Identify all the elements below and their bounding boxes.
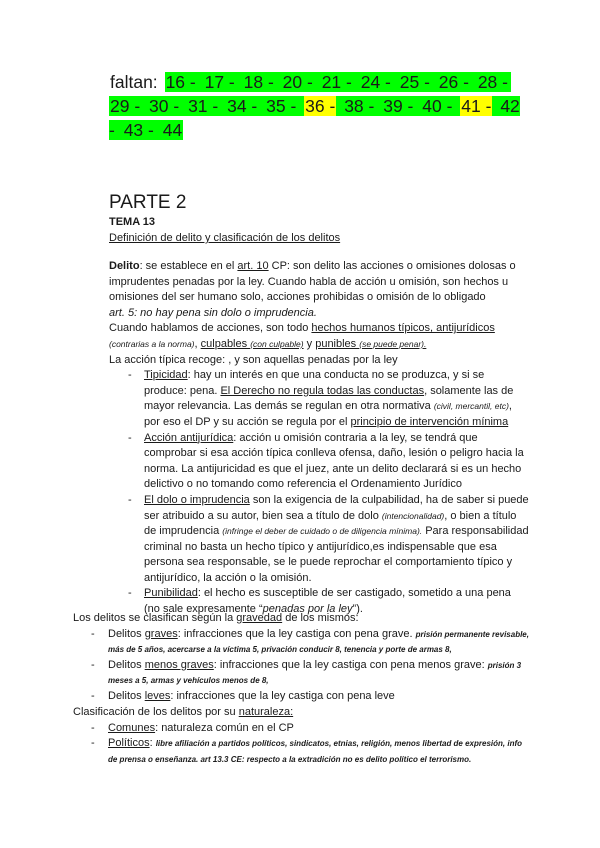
- dash-icon: -: [91, 658, 95, 671]
- topic-heading: TEMA 13: [109, 216, 156, 228]
- faltan-number: 41 -: [461, 96, 492, 116]
- faltan-separator: [236, 72, 243, 92]
- faltan-number: 26 -: [438, 72, 469, 92]
- gravedad-list: [73, 627, 533, 705]
- faltan-number: 36 -: [305, 96, 336, 116]
- part-heading: PARTE 2: [109, 192, 187, 213]
- faltan-separator: [353, 72, 360, 92]
- faltan-number: 28 -: [477, 72, 508, 92]
- list-item: - Punibilidad: el hecho es susceptible de ser castigado, sometido a una pena (no sale expresamente “penadas por la ley”).: [128, 587, 511, 616]
- faltan-separator: [141, 96, 148, 116]
- faltan-separator: [155, 120, 162, 140]
- list-item: - Acción antijurídica: acción u omisión contraria a la ley, se tendrá que comprobar si esa acción típica conlleva ofensa, daño, lesión o peligro hacia la norma. La antijuricidad es que el juez, ante un delito declarará si es un hecho delictivo o no tomando como referencia el Ordenamiento Jurídico: [128, 431, 524, 491]
- elements-list: [109, 368, 529, 618]
- faltan-number: 30 -: [149, 96, 180, 116]
- naturaleza-list: [73, 721, 533, 768]
- list-item: - Comunes: naturaleza común en el CP: [73, 721, 533, 737]
- faltan-number: 24 -: [360, 72, 391, 92]
- faltan-number: 31 -: [188, 96, 219, 116]
- dash-icon: -: [91, 721, 95, 734]
- faltan-number: 20 -: [282, 72, 313, 92]
- faltan-number: 17 -: [204, 72, 235, 92]
- gravedad-section: [73, 611, 533, 705]
- faltan-number: 29 -: [110, 96, 141, 116]
- list-item: - Políticos: libre afiliación a partidos políticos, sindicatos, etnias, religión, menos libertad de expresión, info de prensa o enseñanza. art 13.3 CE: respecto a la extradición no es delito político el terrorismo.: [91, 737, 523, 764]
- faltan-separator: [470, 72, 477, 92]
- faltan-number: 21 -: [321, 72, 352, 92]
- gravedad-intro: Los delitos se clasifican según la gravedad de los mismos:: [73, 612, 359, 624]
- art-5-note: art. 5: no hay pena sin dolo o imprudencia.: [109, 306, 317, 319]
- section-title: Definición de delito y clasificación de los delitos: [109, 232, 341, 244]
- faltan-number: 42 -: [109, 96, 520, 140]
- dash-icon: -: [91, 627, 95, 640]
- art-10-ref: art. 10: [237, 260, 269, 272]
- delito-term: Delito: [109, 260, 140, 272]
- delito-section: [109, 259, 529, 618]
- faltan-numbers: [109, 72, 520, 140]
- faltan-number: 44: [162, 120, 183, 140]
- faltan-line: [109, 70, 529, 142]
- dash-icon: -: [91, 737, 95, 750]
- faltan-number: 25 -: [399, 72, 430, 92]
- recoge-paragraph: La acción típica recoge: , y son aquellas penadas por la ley: [109, 353, 398, 366]
- faltan-separator: [275, 72, 282, 92]
- list-item: - Delitos graves: infracciones que la ley castiga con pena grave. prisión permanente revisable, más de 5 años, acercarse a la víctima 5, privación conducir 8, tenencia y porte de armas 8,: [91, 627, 529, 655]
- naturaleza-intro: Clasificación de los delitos por su naturaleza:: [73, 706, 294, 718]
- dash-icon: -: [128, 493, 132, 506]
- faltan-separator: [197, 72, 204, 92]
- delito-paragraph: Delito: se establece en el art. 10 CP: son delito las acciones o omisiones dolosas o imprudentes penadas por la ley. Cuando habla de acción u omisión, son hechos u omisiones del ser humano solo, acciones prohibidas o omisión de lo obligado: [109, 260, 516, 304]
- faltan-number: 16 -: [165, 72, 196, 92]
- faltan-separator: [314, 72, 321, 92]
- faltan-number: 39 -: [383, 96, 414, 116]
- dash-icon: -: [91, 689, 95, 702]
- list-item: - Delitos leves: infracciones que la ley castiga con pena leve: [73, 689, 533, 705]
- dash-icon: -: [128, 369, 132, 382]
- faltan-number: 35 -: [266, 96, 297, 116]
- list-item: - Tipicidad: hay un interés en que una conducta no se produzca, y si se produce: pena. El Derecho no regula todas las conductas, solamente las de mayor relevancia. Las demás se regulan en otra normativa (civil, mercantil, etc), por eso el DP y su acción se regula por el principio de intervención mínima: [128, 369, 514, 428]
- faltan-number: 38 -: [344, 96, 375, 116]
- faltan-number: 18 -: [243, 72, 274, 92]
- faltan-number: 40 -: [422, 96, 453, 116]
- faltan-number: 43 -: [123, 120, 154, 140]
- list-item: - El dolo o imprudencia son la exigencia de la culpabilidad, ha de saber si puede ser atribuido a su autor, bien sea a título de dolo (intencionalidad), o bien a título de imprudencia (infringe el deber de cuidado o de diligencia mínima). Para responsabilidad criminal no basta un hecho típico y antijurídico,es indispensable que esa persona sea responsable, se le puede reprochar el comportamiento típico y antijurídico, la acción o la omisión.: [128, 493, 529, 584]
- faltan-separator: [431, 72, 438, 92]
- list-item: - Delitos menos graves: infracciones que la ley castiga con pena menos grave: prisión 3 meses a 5, armas y vehículos menos de 8,: [91, 658, 522, 686]
- faltan-separator: [116, 120, 123, 140]
- dash-icon: -: [128, 587, 132, 600]
- dash-icon: -: [128, 431, 132, 444]
- faltan-number: 34 -: [227, 96, 258, 116]
- naturaleza-section: [73, 705, 533, 767]
- faltan-separator: [509, 72, 511, 92]
- acciones-paragraph: Cuando hablamos de acciones, son todo hechos humanos típicos, antijurídicos (contrarias a la norma), culpables (con culpable) y punibles (se puede penar).: [109, 322, 495, 350]
- faltan-separator: [392, 72, 399, 92]
- faltan-label: faltan:: [110, 72, 158, 92]
